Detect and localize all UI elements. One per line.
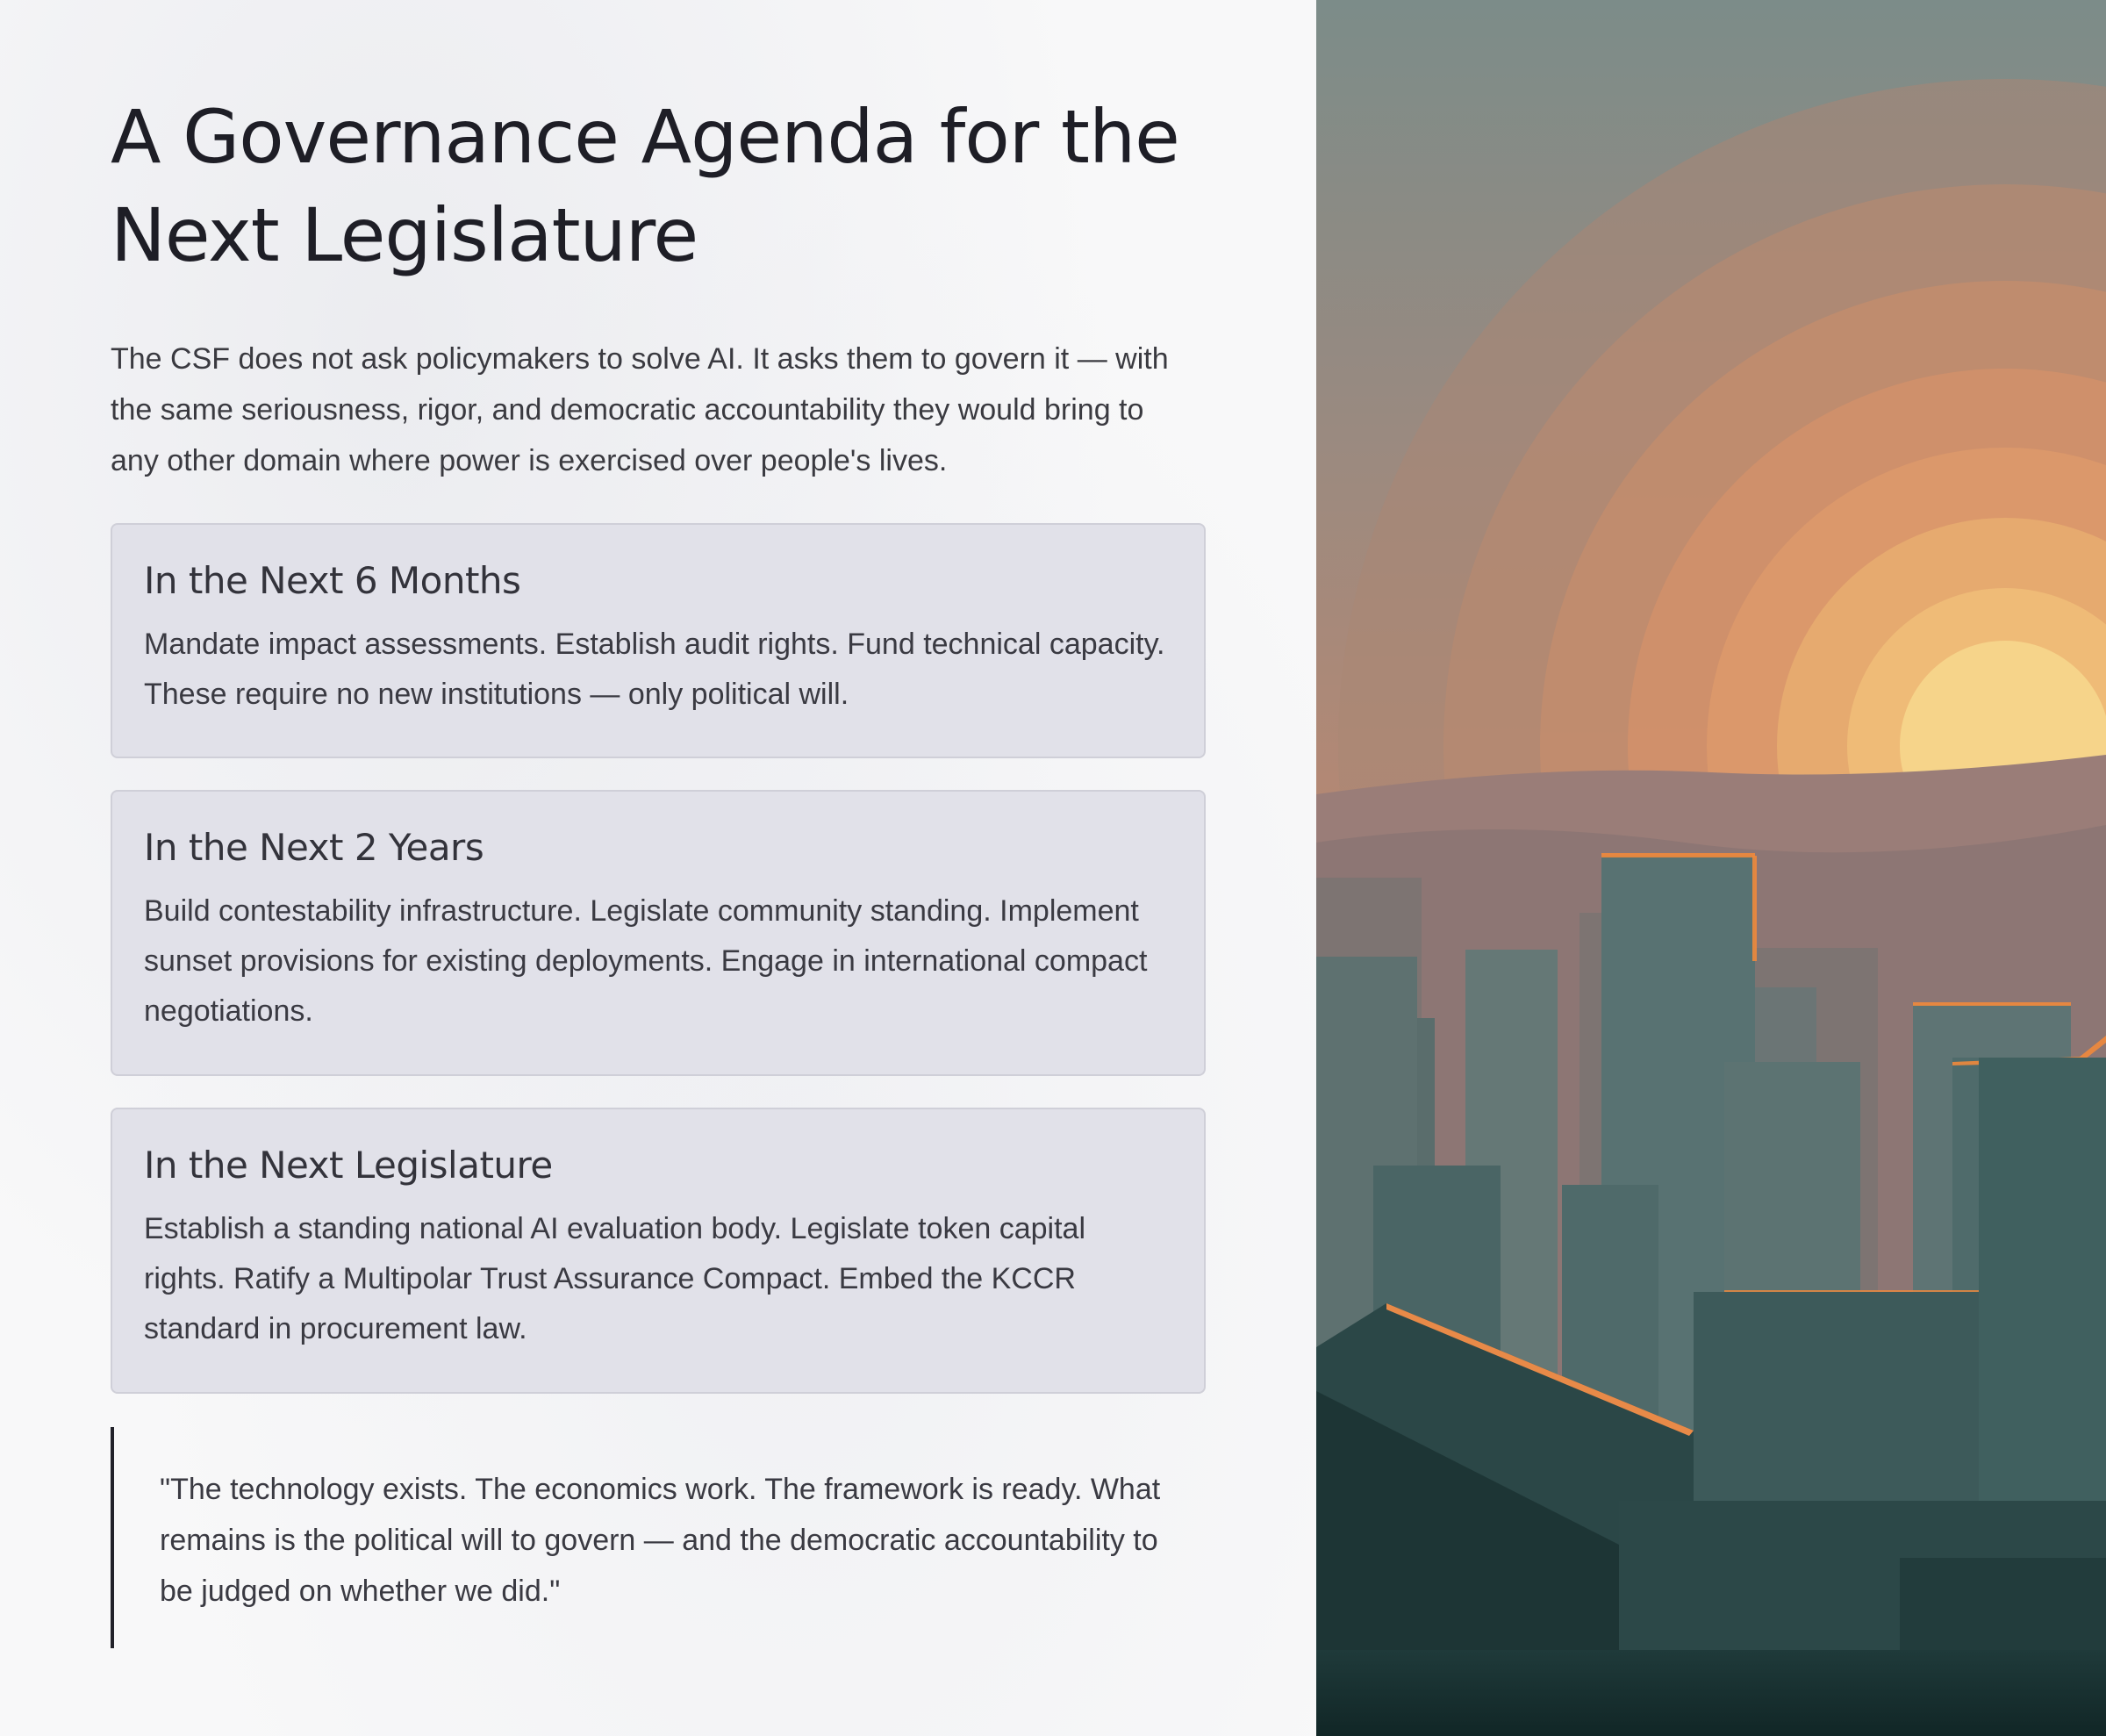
closing-quote-text: "The technology exists. The economics work. The framework is ready. What remains is the political will to govern — and the democratic accountability to be judged on whether we did." [160,1473,1161,1608]
city-skyline-image [1316,0,2106,1736]
agenda-card-next-legislature [111,1108,1206,1394]
agenda-card-body: Build contestability infrastructure. Legislate community standing. Implement sunset provisions for existing deployments. Engage in international compact negotiations. [144,894,1148,1028]
intro-paragraph: The CSF does not ask policymakers to solve AI. It asks them to govern it — with the same seriousness, rigor, and democratic accountability they would bring to any other domain where power is exercised over people's lives. [111,342,1169,477]
closing-quote [111,1427,1199,1648]
main-content [111,88,1206,1394]
page-title: A Governance Agenda for the Next Legislature [111,94,1179,278]
agenda-card-body: Mandate impact assessments. Establish audit rights. Fund technical capacity. These require no new institutions — only political will. [144,628,1165,711]
agenda-card-2-years [111,790,1206,1076]
agenda-card-title: In the Next 2 Years [144,826,484,869]
agenda-card-body: Establish a standing national AI evaluation body. Legislate token capital rights. Ratify a Multipolar Trust Assurance Compact. Embed the KCCR standard in procurement law. [144,1212,1085,1345]
sunset-city-illustration [1316,0,2106,1736]
agenda-card-6-months [111,523,1206,758]
agenda-card-title: In the Next 6 Months [144,559,521,602]
agenda-card-title: In the Next Legislature [144,1144,553,1187]
